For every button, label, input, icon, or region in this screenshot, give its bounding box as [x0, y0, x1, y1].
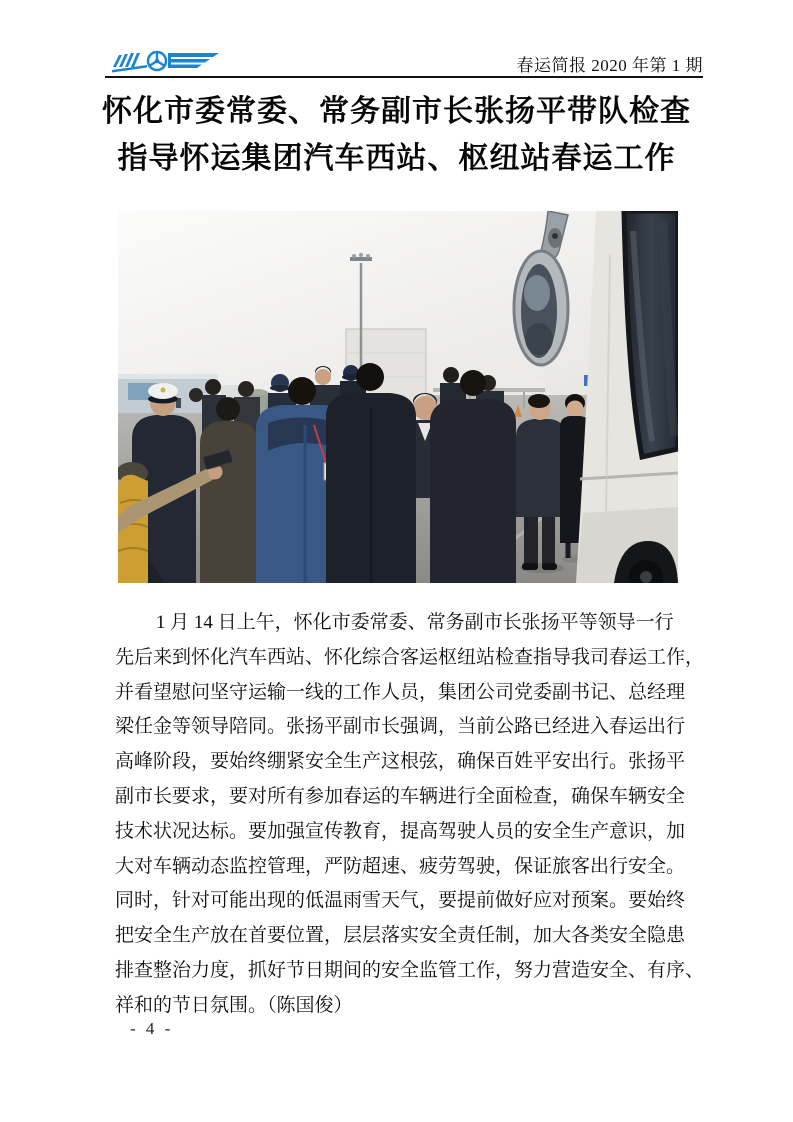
body-line: 高峰阶段，要始终绷紧安全生产这根弦，确保百姓平安出行。张扬平 [115, 751, 686, 773]
body-line: 祥和的节日氛围。（陈国俊） [115, 994, 353, 1016]
article-title-line2: 指导怀运集团汽车西站、枢纽站春运工作 [117, 142, 676, 175]
body-line: 技术状况达标。要加强宣传教育，提高驾驶人员的安全生产意识，加 [115, 820, 686, 842]
body-line: 同时，针对可能出现的低温雨雪天气，要提前做好应对预案。要始终 [115, 890, 686, 912]
body-line: 大对车辆动态监控管理，严防超速、疲劳驾驶，保证旅客出行安全。 [115, 855, 686, 877]
news-photo [118, 211, 678, 583]
body-line: 副市长要求，要对所有参加春运的车辆进行全面检查，确保车辆安全 [115, 785, 686, 807]
article-title [0, 88, 793, 182]
body-line: 先后来到怀化汽车西站、怀化综合客运枢纽站检查指导我司春运工作， [115, 646, 705, 668]
body-line: 排查整治力度，抓好节日期间的安全监管工作，努力营造安全、有序、 [115, 959, 705, 981]
body-line: 并看望慰问坚守运输一线的工作人员，集团公司党委副书记、总经理 [115, 681, 686, 703]
huaiyun-logo-graphic [112, 45, 220, 77]
news-photo-scene [118, 211, 678, 583]
huaiyun-logo [112, 45, 220, 77]
page-number: - 4 - [130, 1019, 174, 1038]
body-line: 1 月 14 日上午，怀化市委常委、常务副市长张扬平等领导一行 [155, 612, 674, 633]
article-body [115, 606, 707, 1024]
body-line: 梁任金等领导陪同。张扬平副市长强调，当前公路已经进入春运出行 [115, 716, 686, 738]
issue-label: 春运简报 2020 年第 1 期 [516, 56, 703, 75]
article-title-line1: 怀化市委常委、常务副市长张扬平带队检查 [102, 95, 691, 128]
header-rule [105, 76, 703, 78]
body-line: 把安全生产放在首要位置，层层落实安全责任制，加大各类安全隐患 [115, 925, 686, 947]
